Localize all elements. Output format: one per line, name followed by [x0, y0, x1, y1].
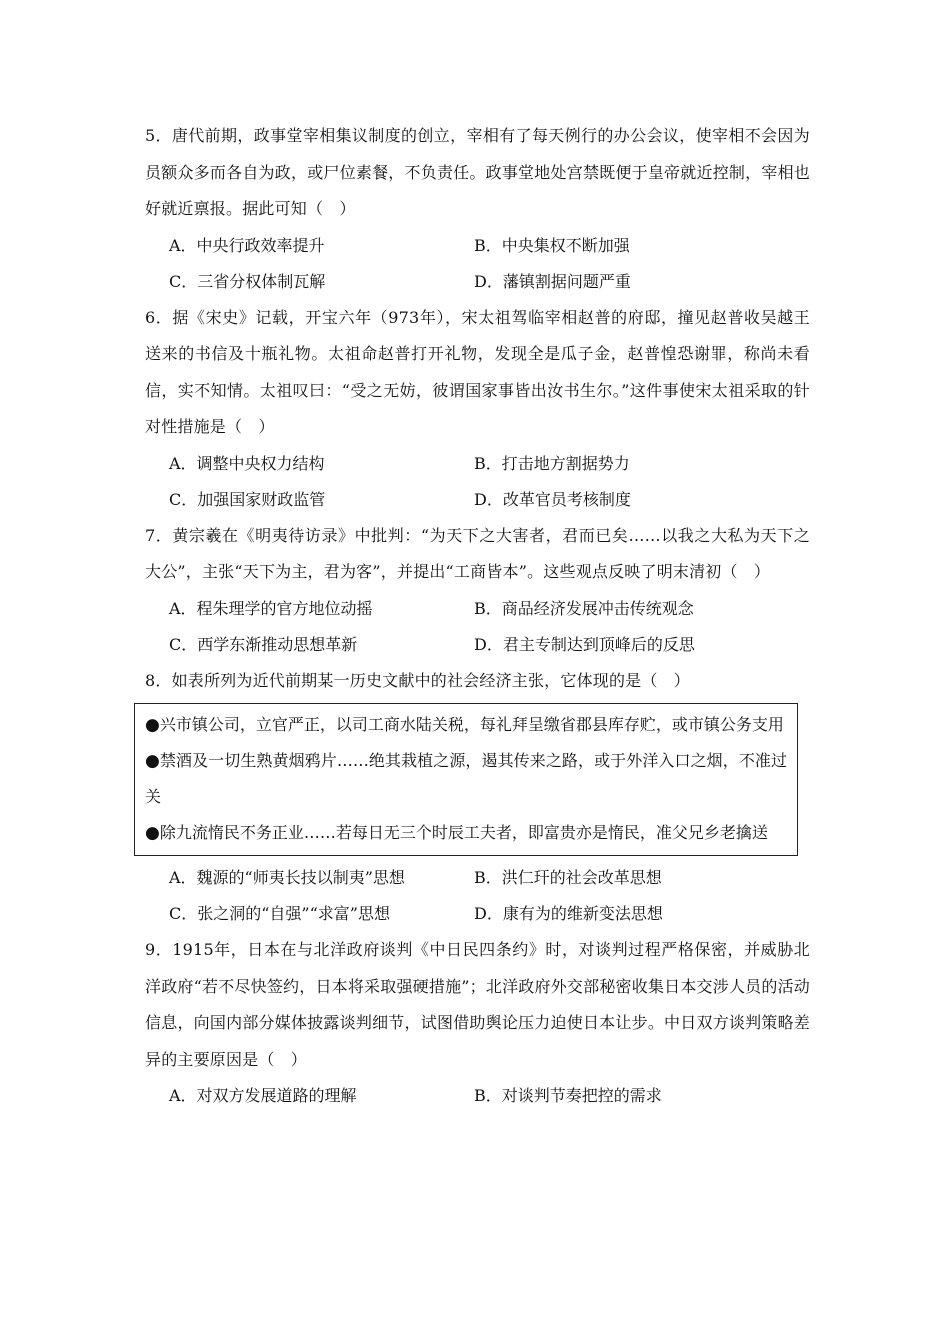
option-a[interactable]: A．调整中央权力结构: [169, 453, 325, 473]
option-c[interactable]: C．三省分权体制瓦解: [169, 271, 326, 291]
bullet-icon: ●: [145, 715, 160, 735]
question-stem: 7．黄宗羲在《明夷待访录》中批判：“为天下之大害者，君而已矣……以我之大私为天下之大公”，主张“天下为主，君为客”，并提出“工商皆本”。这些观点反映了明末清初（ ）: [145, 525, 810, 581]
question-stem: 9．1915年，日本在与北洋政府谈判《中日民四条约》时，对谈判过程严格保密，并威胁北洋政府“若不尽快签约，日本将采取强硬措施”；北洋政府外交部秘密收集日本交涉人员的活动信息，向国内部分媒体披露谈判细节，试图借助舆论压力迫使日本让步。中日双方谈判策略差异的主要原因是（ ）: [145, 940, 810, 1069]
excerpt-item: [145, 707, 787, 743]
option-d[interactable]: D．藩镇割据问题严重: [474, 271, 631, 291]
option-list: [145, 446, 810, 518]
question-7: [145, 518, 810, 663]
option-d[interactable]: D．君主专制达到顶峰后的反思: [474, 634, 695, 654]
option-list: [145, 860, 810, 932]
excerpt-text: 禁酒及一切生熟黄烟鸦片……绝其栽植之源，遏其传来之路，或于外洋入口之烟，不准过关: [145, 751, 787, 806]
option-b[interactable]: B．商品经济发展冲击传统观念: [474, 598, 694, 618]
excerpt-text: 除九流惰民不务正业……若每日无三个时辰工夫者，即富贵亦是惰民，准父兄乡老擒送: [159, 823, 768, 842]
option-list: [145, 591, 810, 663]
question-stem: 8．如表所列为近代前期某一历史文献中的社会经济主张，它体现的是（ ）: [145, 670, 690, 690]
bullet-icon: ●: [145, 823, 160, 843]
option-b[interactable]: B．洪仁玕的社会改革思想: [474, 868, 662, 887]
option-b[interactable]: B．对谈判节奏把控的需求: [474, 1086, 662, 1105]
bullet-icon: ●: [145, 751, 160, 771]
question-8: [145, 663, 810, 933]
option-a[interactable]: A．中央行政效率提升: [169, 235, 325, 255]
option-a[interactable]: A．对双方发展道路的理解: [169, 1086, 357, 1105]
option-b[interactable]: B．中央集权不断加强: [474, 235, 630, 255]
option-c[interactable]: C．西学东渐推动思想革新: [169, 634, 358, 654]
option-c[interactable]: C．加强国家财政监管: [169, 489, 326, 509]
question-9: [145, 932, 810, 1114]
option-list: [145, 228, 810, 300]
excerpt-item: [145, 743, 787, 815]
excerpt-item: [145, 815, 787, 851]
option-a[interactable]: A．魏源的“师夷长技以制夷”思想: [169, 868, 405, 887]
option-b[interactable]: B．打击地方割据势力: [474, 453, 630, 473]
question-5: [145, 118, 810, 300]
option-c[interactable]: C．张之洞的“自强”“求富”思想: [169, 904, 390, 923]
option-a[interactable]: A．程朱理学的官方地位动摇: [169, 598, 373, 618]
question-6: [145, 300, 810, 518]
source-excerpt-box: [134, 703, 798, 856]
option-d[interactable]: D．康有为的维新变法思想: [474, 904, 663, 923]
option-list: [145, 1078, 810, 1114]
question-stem: 5．唐代前期，政事堂宰相集议制度的创立，宰相有了每天例行的办公会议，使宰相不会因为员额众多而各自为政，或尸位素餐，不负责任。政事堂地处宫禁既便于皇帝就近控制，宰相也好就近禀报。据此可知（ ）: [145, 126, 810, 218]
option-d[interactable]: D．改革官员考核制度: [474, 489, 631, 509]
excerpt-text: 兴市镇公司，立官严正，以司工商水陆关税，每礼拜呈缴省郡县库存贮，或市镇公务支用: [159, 715, 784, 734]
question-stem: 6．据《宋史》记载，开宝六年（973年），宋太祖驾临宰相赵普的府邸，撞见赵普收吴越王送来的书信及十瓶礼物。太祖命赵普打开礼物，发现全是瓜子金，赵普惶恐谢罪，称尚未看信，实不知情。太祖叹曰：“受之无妨，彼谓国家事皆出汝书生尔。”这件事使宋太祖采取的针对性措施是（ ）: [145, 307, 810, 436]
question-list: [145, 118, 810, 1114]
